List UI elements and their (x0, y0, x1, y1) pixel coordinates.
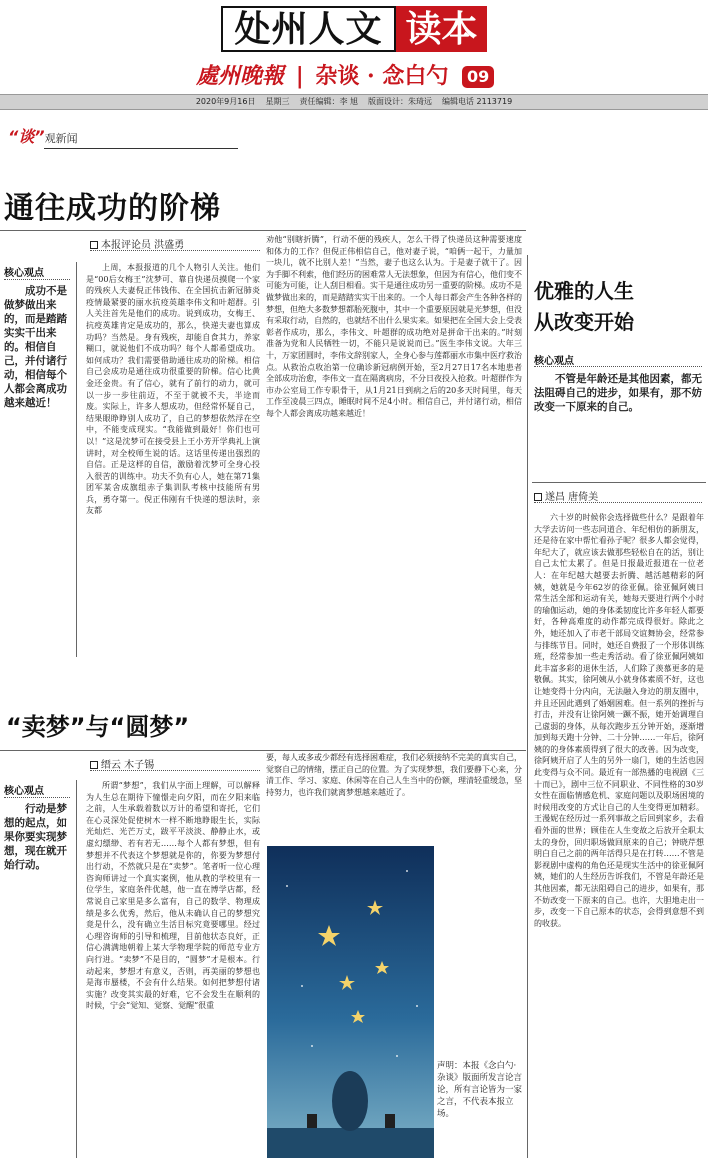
article2-key-text: 行动是梦想的起点，如果你要实现梦想，现在就开始行动。 (4, 803, 67, 871)
column-name: 杂谈 · 念白勺 (315, 63, 449, 89)
divider: | (295, 63, 304, 89)
article3-byline (534, 488, 598, 503)
divider (534, 502, 702, 503)
article2-byline (90, 756, 154, 771)
divider (0, 230, 526, 231)
article2-title: “卖梦”与“圆梦” (6, 713, 190, 741)
column-tag-mark: “谈” (8, 127, 45, 146)
article3-title-line2: 从改变开始 (534, 310, 634, 334)
divider (534, 366, 702, 367)
night-sky-illustration (267, 846, 434, 1158)
newspaper-brand: 處州晚報 (196, 63, 285, 89)
byline-marker (90, 761, 98, 769)
section-header (196, 62, 494, 90)
divider (0, 750, 526, 751)
article3-key-text: 不管是年龄还是其他因素，都无法阻碍自己的进步，如果有，那不妨改变一下原来的自己。 (534, 373, 702, 413)
divider (90, 250, 260, 251)
article1-key-label: 核心观点 (4, 268, 44, 279)
divider (527, 255, 528, 1158)
article3-key-label: 核心观点 (534, 356, 574, 367)
article3-byline-text: 遂昌 唐倚美 (545, 492, 599, 503)
divider (76, 780, 77, 1158)
masthead-title-red: 读本 (396, 6, 487, 52)
divider (44, 148, 238, 149)
article1-title: 通往成功的阶梯 (4, 191, 221, 226)
article1-byline (90, 236, 184, 251)
info-bar (0, 94, 708, 110)
article2-key-label: 核心观点 (4, 786, 44, 797)
designer: 版面设计：朱琦远 (368, 97, 432, 106)
article1-body-col1: 上周，本报报道的几个人物引人关注。他们是“00后女梅王”沈梦可、靠自快递员摸爬一个家的残疾人夫妻倪正伟钱伟、在全国抗击新冠肺炎疫情最紧要的丽水抗疫英雄李伟文和叶超群。引人关注首先是他们的成功。说到成功，女梅王、抗疫英雄肯定是成功的，那么，快递夫妻也算成功吗？当然是。身有残疾，却能自食其力，养家糊口，就说他们不成功吗？每个人都希望成功。如何成功？我们需要借助通往成功的阶梯。相信自己会成功是通往成功很重要的阶梯。信心比黄金还金贵。有了信心，就有了前行的动力，就可以一步一步往前迈，不至于就被不夫，半途而废。实际上，许多人想成功，但经常怀疑自己，结果眼睁睁别人成功了，自己的梦想依然浮在空中，不能变成现实。“我能做到最好！你们也可以！”这是沈梦可在接受县上王小芳开学典礼上演讲时，对全校师生说的话。这话里传递出强烈的自信。正是这样的自信，激励着沈梦可全身心投入很苦的训练中。功夫不负有心人，她在第71集团军某舍成旗组赤子集训队考核中技能所有男兵，勇夺第一。倪正伟刚有千快递的想法时，亲友都 (86, 263, 260, 516)
masthead (221, 6, 487, 52)
masthead-title: 处州人文 (221, 6, 396, 52)
article2-body-col1: 所谓“梦想”，我们从字面上理解，可以解释为人生总在期待下憧憬走向夕阳，而在夕阳来临之前，人生承载着数以万计的希望和寄托，它们在心灵深处促使树木一样不断地睁眼生长，实际光灿烂、光芒万丈，跋平平淡淡、静静止水，或虚幻缥缈、若有若无……每个人都有梦想，但有梦想并不代表这个梦想就是你的，你要为梦想付出行动，不然就只是在“卖梦”。笔者听一位心理咨询师讲过一个真实案例，他从教的学校里有一位学生，家庭条件优越，他一直在博学店都，经常说自己家里是多么富有，自己的数学、物理成绩是多么优秀，然后，他从未确认自己的梦想究竟是什么，没有确立生活目标究竟要哪里。经过心理咨询师的引导和梳理，目前他状态良好，正信心满满地朝着上某大学物理学院的师范专业方向行进。“卖梦”不是目的，“圆梦”才是根本。行动起来，梦想才有意义，否则，再美丽的梦想也是海市蜃楼，不会有什么结果。如何把梦想付诸实施？改变其实最的好难，它不会发生在顺利的时候，宁会“觉知、觉察、觉醒”很重 (86, 781, 260, 1011)
article1-body-col2: 劝他“别瞎折腾”，行动不便的残疾人，怎么干得了快递员这种需要速度和体力的工作？但倪正伟相信自己，他对妻子说，“咱俩一起干，力量加一块儿，就不比别人差！”当然，妻子也这么认为。于是妻子就干了。因为手脚不利索，他们经历的困难常人无法想象，但因为有信心，他们变不可能为可能，让人刮目相看。实干是通往成功另一重要的阶梯。成功不是做梦做出来的，而是踏踏实实干出来的。一个人每日都会产生各种各样的梦想，但绝大多数梦想都胎死腹中，其中一个重要原因就是光梦想，但没有采取行动，自然的，也就结不出什么果实来。如果把在全国大会上受表彰者作成功，那么，李伟文、叶超群的成功绝对是拼命干出来的。”时刻准备为党和人民牺牲一切，不能只是说说而已。”医生李伟文说。大年三十，万家团圆时，李伟文辞别家人，全身心参与莲都丽水市集中医疗救治点。从救治点收治第一位确诊新冠病例开始，至2月27日17名本地患者全部成功治愈，李伟文一直在隔离病房，不分日夜投入抢救。叶超群作为市办公室局工作专职骨干，从1月21日到病之后的20多天时间里，每天工作至凌晨三四点，睡眠时间不足4小时。相信自己，并付诸行动，相信每个人都会离成功越来越近！ (266, 235, 522, 418)
article3-title (534, 276, 704, 338)
divider (4, 279, 70, 280)
issue-date: 2020年9月16日 (195, 97, 256, 106)
illustration-image (267, 846, 434, 1158)
divider (532, 482, 706, 483)
article3-title-line1: 优雅的人生 (534, 279, 634, 303)
divider (76, 262, 77, 657)
divider (90, 770, 260, 771)
article1-key-text: 成功不是做梦做出来的，而是踏踏实实干出来的。相信自己，并付诸行动，相信每个人都会离成功越来越近！ (4, 285, 67, 409)
article2-body-col2: 要，每人或多或少都经有选择困难症，我们必须接纳不完美的真实自己，觉察自己的情绪，摆正自己的位置。为了实现梦想，我们要静下心来，分清工作、学习、家庭、休闲等在自己人生当中的份额，理清轻重缓急，坚持努力，也许我们就离梦想越来越近了。 (266, 753, 522, 797)
editor: 责任编辑：李 旭 (299, 97, 358, 106)
page-number-badge: 09 (462, 66, 494, 88)
issue-weekday: 星期三 (265, 97, 290, 106)
byline-marker (90, 241, 98, 249)
byline-marker (534, 493, 542, 501)
phone: 编辑电话 2113719 (442, 97, 513, 106)
article1-byline-text: 本报评论员 洪盛勇 (101, 240, 185, 251)
article2-byline-text: 缙云 木子锡 (101, 760, 155, 771)
column-tag-label: 观新闻 (44, 132, 78, 145)
article3-body: 六十岁的时候你会选择做些什么？是跟着年大学去访问一些志同道合、年纪相仿的新朋友，还是待在家中帮忙看孙子呢？很多人都会觉得，年纪大了，就应该去做那些轻松自在的活，别让自己太忙太累了。但是日报最近报道在一位老人：在年纪越大越要去折腾、越活越精彩的阿姨，她就是今年62岁的徐亚佩。徐亚佩阿姨日常生活全部和运动有关，她每天要进行两个小时的瑜伽运动，她的身体柔韧度比许多年轻人都要好，各种高难度的动作都完成得很好。除此之外，她还加入了市老干部局交谊舞协会，经常参与排练节目。同时，她还自费报了一个形体训练班，经常参加一些走秀活动。看了徐亚佩阿姨如此丰富多彩的退休生活，人们除了羡慕更多的是敬佩。其实，徐阿姨从小就身体素质不好，这也让她变得十分内向，无法融入身边的朋友圈中，并且还因此遇到了婚姻困难。但一系列的挫折与打击，并没有让徐阿姨一蹶不振，她开始调理自己虚弱的身体，从每次跑步五分钟开始，逐渐增加到每天跑十分钟、二十分钟……一年后，徐阿姨的的身体素质得到了很大的改善。因为改变，徐阿姨开启了人生的另外一扇门，她的生活也因此变得与众不同。最近有一部热播的电视剧《三十而已》，剧中三位不同职业、不同性格的30岁女性在面临情感危机、家庭问题以及职场困境的时候用改变的方式让自己的人生变得更加精彩。王漫妮在经历过一系列事故之后回到家乡，去看看外面的世界；顾佳在人生变故之后放开全职太太的身份，回归职场做回原来的自己；钟晓芹想明白自己之前的两年活得只是在打转……不管是影视剧中虚构的角色还是现实生活中的徐亚佩阿姨，她们的人生经历告诉我们，不管是年龄还是其他因素，都无法阻碍自己的进步，如果有，那不妨改变一下原来的自己。也许，大胆地走出一步，改变一下自己原本的状态，会得到意想不到的收获。 (534, 513, 704, 928)
column-tag (8, 124, 78, 147)
disclaimer-caption: 声明：本报《念白勺·杂谈》版面所发言论言论，所有言论皆为一家之言，不代表本报立场。 (437, 1061, 523, 1119)
divider (4, 797, 70, 798)
